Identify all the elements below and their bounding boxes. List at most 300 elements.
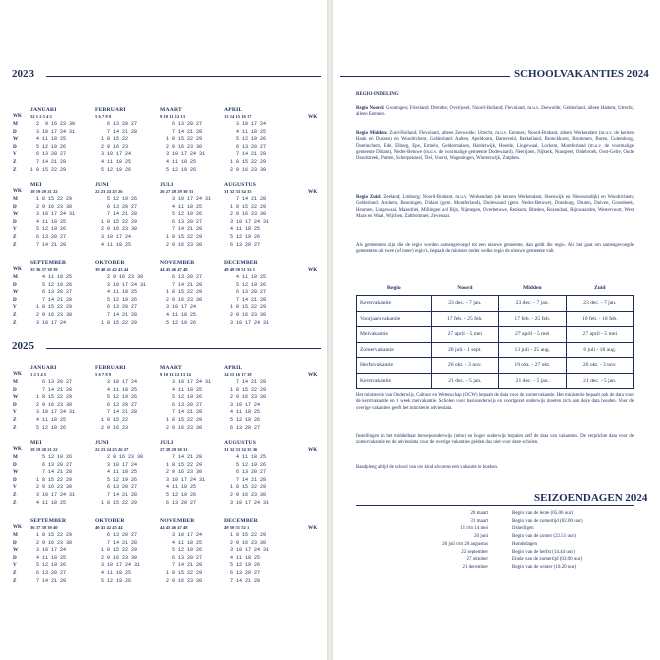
day-label: V bbox=[13, 484, 17, 491]
day-row: 6 13 20 27 bbox=[160, 274, 203, 280]
day-row: 7 14 21 28 bbox=[224, 151, 267, 158]
day-row: 4 11 18 25 bbox=[30, 136, 67, 143]
seizoen-date: 20 maart bbox=[470, 511, 488, 516]
month-januari bbox=[30, 107, 100, 174]
week-numbers: 18 19 20 21 22 bbox=[30, 189, 58, 194]
day-row: 1 8 15 22 29 bbox=[95, 218, 138, 225]
day-labels-left bbox=[13, 447, 23, 507]
seizoen-date: 20 juni bbox=[473, 534, 488, 540]
month-name: SEPTEMBER bbox=[30, 518, 67, 524]
month-name: APRIL bbox=[224, 107, 243, 113]
day-row: 5 12 19 26 bbox=[224, 136, 267, 143]
month-februari bbox=[95, 107, 165, 174]
day-row: 7 14 21 28 bbox=[95, 211, 138, 218]
day-label: D bbox=[13, 203, 17, 210]
regio-heading: REGIO-INDELING bbox=[356, 92, 399, 97]
seizoen-description: Einde van de zomertijd (03.00 uur) bbox=[512, 557, 583, 563]
month-december bbox=[224, 260, 294, 327]
day-row: 7 14 21 28 bbox=[95, 311, 138, 318]
day-row: 1 8 15 22 bbox=[95, 416, 129, 423]
day-row: 5 12 19 26 bbox=[30, 226, 67, 233]
day-row: 6 13 20 27 bbox=[224, 469, 267, 476]
day-row: 7 14 21 28 bbox=[224, 296, 267, 303]
vakantie-name-cell: Voorjaarsvakantie bbox=[357, 311, 432, 327]
regio-noord-paragraph bbox=[356, 106, 634, 119]
day-row: 1 8 15 22 29 bbox=[30, 532, 73, 538]
day-row: 2 9 16 23 30 bbox=[95, 554, 138, 561]
day-labels-left bbox=[13, 189, 23, 249]
month-name: JANUARI bbox=[30, 365, 57, 371]
day-row: 1 8 15 22 29 bbox=[224, 386, 267, 393]
vakantie-date-cell: 23 dec. - 7 jan. bbox=[566, 296, 633, 312]
day-row: 1 8 15 22 29 bbox=[30, 394, 73, 401]
day-row: 4 11 18 25 bbox=[160, 311, 197, 318]
wk-label-right: WK bbox=[308, 372, 318, 378]
day-label: Z bbox=[13, 233, 17, 240]
day-row: 7 14 21 28 bbox=[95, 539, 138, 546]
day-label: Z bbox=[13, 416, 17, 423]
day-row: 5 12 19 26 bbox=[160, 211, 203, 218]
day-row: 4 11 18 25 bbox=[30, 218, 67, 225]
vakantie-name-cell: Zomervakantie bbox=[357, 342, 432, 358]
month-name: OKTOBER bbox=[95, 260, 125, 266]
month-name: NOVEMBER bbox=[160, 518, 195, 524]
day-row: 1 8 15 22 29 bbox=[160, 416, 203, 423]
day-row: 5 12 19 26 bbox=[30, 143, 67, 150]
seizoen-description: IJsheiligen bbox=[512, 526, 534, 532]
vakantie-name-cell: Kerstvakantie bbox=[357, 296, 432, 312]
day-label: D bbox=[13, 296, 17, 303]
week-numbers: 40 41 42 43 44 bbox=[95, 525, 123, 530]
day-row: 6 13 20 27 bbox=[160, 218, 203, 225]
day-row: 7 14 21 28 bbox=[160, 281, 203, 288]
month-name: MEI bbox=[30, 182, 42, 188]
day-row: 1 8 15 22 29 bbox=[95, 547, 138, 554]
month-juli bbox=[160, 182, 230, 249]
month-name: MEI bbox=[30, 440, 42, 446]
month-mei bbox=[30, 440, 100, 507]
vakantie-date-cell: 20 juli - 1 sept. bbox=[431, 342, 498, 358]
day-row: 3 10 17 24 bbox=[95, 151, 132, 158]
day-label: WK bbox=[13, 189, 22, 194]
day-row: 7 14 21 28 bbox=[224, 577, 261, 584]
day-row: 6 13 20 27 bbox=[95, 401, 138, 408]
day-row: 5 12 19 26 bbox=[30, 562, 67, 569]
day-row: 2 9 16 23 30 bbox=[224, 311, 267, 318]
day-row: 6 13 20 27 bbox=[160, 499, 197, 506]
week-numbers: 5 6 7 8 9 bbox=[95, 372, 112, 377]
day-row: 3 10 17 24 bbox=[224, 121, 267, 127]
day-row: 5 12 19 26 bbox=[224, 281, 267, 288]
day-label: V bbox=[13, 562, 17, 569]
wk-label-right: WK bbox=[308, 267, 318, 273]
day-row: 5 12 19 26 bbox=[30, 424, 67, 431]
week-numbers: 22 23 24 25 26 bbox=[95, 189, 123, 194]
day-label: W bbox=[13, 211, 19, 218]
vakantie-date-cell: 17 feb. - 25 feb. bbox=[431, 311, 498, 327]
week-numbers: 14 15 16 17 18 bbox=[224, 372, 252, 377]
month-augustus bbox=[224, 440, 294, 507]
day-label: Z bbox=[13, 166, 17, 173]
day-row: 6 13 20 27 bbox=[160, 121, 203, 127]
day-row: 3 10 17 24 31 bbox=[160, 476, 206, 483]
day-row: 4 11 18 25 bbox=[224, 274, 267, 280]
week-numbers: 22 23 24 25 26 27 bbox=[95, 447, 129, 452]
day-label: D bbox=[13, 143, 17, 150]
week-numbers: 5 6 7 8 9 bbox=[95, 114, 112, 119]
seizoen-date: 11 t/m 14 mei bbox=[460, 526, 488, 532]
day-row: 5 12 19 26 bbox=[224, 233, 261, 240]
day-row: 2 9 16 23 30 bbox=[224, 211, 267, 218]
raadpleeg-paragraph: Raadpleeg altijd de school van uw kind alvorens een vakantie te boeken. bbox=[356, 465, 499, 470]
day-labels-left bbox=[13, 267, 23, 327]
week-numbers: 35 36 37 38 39 bbox=[30, 267, 58, 272]
wk-label-right: WK bbox=[308, 189, 318, 195]
day-row: 5 12 19 26 bbox=[224, 416, 261, 423]
day-row: 1 8 15 22 29 bbox=[95, 499, 138, 506]
day-row: 2 9 16 23 30 bbox=[224, 539, 267, 546]
day-row: 1 8 15 22 29 bbox=[160, 233, 203, 240]
month-oktober bbox=[95, 518, 165, 585]
day-row: 6 13 20 27 bbox=[160, 554, 203, 561]
week-numbers: 9 10 11 12 13 14 bbox=[160, 372, 191, 377]
day-row: 1 8 15 22 29 bbox=[224, 304, 267, 311]
day-label: V bbox=[13, 304, 17, 311]
month-name: NOVEMBER bbox=[160, 260, 195, 266]
day-row: 3 10 17 24 31 bbox=[95, 281, 147, 288]
day-row: 4 11 18 25 bbox=[95, 469, 138, 476]
day-row: 7 14 21 28 bbox=[95, 491, 138, 498]
day-row: 1 8 15 22 29 bbox=[30, 196, 73, 202]
day-row: 1 8 15 22 bbox=[95, 136, 129, 143]
day-labels-left bbox=[13, 114, 23, 174]
table-header-cell: Noord bbox=[431, 281, 498, 296]
day-row: 3 10 17 24 31 bbox=[30, 491, 76, 498]
regio-noord-label: Regio Noord: bbox=[356, 106, 385, 111]
week-numbers: 18 19 20 21 22 bbox=[30, 447, 58, 452]
week-numbers: 48 49 50 51 52 1 bbox=[224, 267, 256, 272]
month-name: AUGUSTUS bbox=[224, 440, 257, 446]
day-row: 4 11 18 25 bbox=[160, 203, 203, 210]
day-label: WK bbox=[13, 447, 22, 452]
month-name: FEBRUARI bbox=[95, 107, 126, 113]
seizoen-description: Begin van de herfst (14.44 uur) bbox=[512, 549, 575, 555]
table-body bbox=[357, 296, 634, 389]
month-juli bbox=[160, 440, 230, 507]
month-februari bbox=[95, 365, 165, 432]
day-labels-left bbox=[13, 525, 23, 585]
day-row: 7 14 21 28 bbox=[30, 241, 67, 248]
day-label: D bbox=[13, 218, 17, 225]
day-label: Z bbox=[13, 491, 17, 498]
day-label: V bbox=[13, 151, 17, 158]
day-label: W bbox=[13, 289, 19, 296]
vakantie-date-cell: 21 dec. - 5 jan. bbox=[431, 373, 498, 389]
day-label: W bbox=[13, 394, 19, 401]
day-row: 5 12 19 26 bbox=[160, 491, 197, 498]
vakantie-date-cell: 10 feb. - 18 feb. bbox=[566, 311, 633, 327]
day-label: WK bbox=[13, 114, 22, 119]
month-december bbox=[224, 518, 294, 585]
title-rule bbox=[340, 76, 510, 77]
day-row: 7 14 21 28 bbox=[30, 577, 67, 584]
day-row: 3 10 17 24 bbox=[30, 319, 67, 326]
day-row: 5 12 19 26 bbox=[160, 394, 203, 401]
day-row: 3 10 17 24 bbox=[224, 401, 261, 408]
day-row: 5 12 19 26 bbox=[95, 196, 138, 202]
day-row: 5 12 19 26 bbox=[95, 394, 138, 401]
day-row: 3 10 17 24 bbox=[30, 547, 67, 554]
day-row: 6 13 20 27 bbox=[95, 304, 138, 311]
schoolvakanties-title: SCHOOLVAKANTIES 2024 bbox=[514, 68, 649, 80]
month-oktober bbox=[95, 260, 165, 327]
day-row: 4 11 18 25 bbox=[30, 499, 67, 506]
day-row: 5 12 19 26 bbox=[30, 281, 73, 288]
day-row: 6 13 20 27 bbox=[30, 233, 67, 240]
year-title-2023: 2023 bbox=[12, 68, 34, 80]
day-row: 5 12 19 26 bbox=[160, 547, 203, 554]
day-row: 3 10 17 24 31 bbox=[224, 218, 270, 225]
day-label: D bbox=[13, 461, 17, 468]
day-row: 6 13 20 27 bbox=[30, 151, 67, 158]
seizoendagen-title: SEIZOENDAGEN 2024 bbox=[534, 492, 648, 504]
day-row: 3 10 17 24 31 bbox=[224, 547, 270, 554]
day-label: M bbox=[13, 196, 18, 202]
day-row: 1 8 15 22 29 bbox=[160, 461, 203, 468]
day-row: 6 13 20 27 bbox=[95, 484, 138, 491]
vakantie-date-cell: 6 juli - 18 aug. bbox=[566, 342, 633, 358]
week-numbers: 44 45 46 47 48 bbox=[160, 525, 188, 530]
regio-midden-paragraph bbox=[356, 131, 634, 162]
day-row: 2 9 16 23 30 bbox=[224, 491, 267, 498]
week-numbers: 36 37 38 39 40 bbox=[30, 525, 58, 530]
day-row: 4 11 18 25 bbox=[224, 554, 261, 561]
day-row: 5 12 19 26 bbox=[224, 562, 261, 569]
day-row: 2 9 16 23 30 bbox=[30, 121, 76, 127]
day-row: 3 10 17 24 31 bbox=[160, 151, 206, 158]
table-row bbox=[357, 327, 634, 343]
day-label: D bbox=[13, 281, 17, 288]
day-label: W bbox=[13, 547, 19, 554]
day-row: 1 8 15 22 29 bbox=[160, 569, 203, 576]
day-row: 3 10 17 24 31 bbox=[160, 196, 212, 202]
day-label: Z bbox=[13, 158, 17, 165]
day-row: 1 8 15 22 29 bbox=[160, 136, 203, 143]
day-row: 6 13 20 27 bbox=[30, 461, 73, 468]
day-label: D bbox=[13, 128, 17, 135]
month-juni bbox=[95, 440, 165, 507]
day-row: 7 14 21 28 bbox=[224, 196, 267, 202]
table-header-cell: Zuid bbox=[566, 281, 633, 296]
day-row: 7 14 21 28 bbox=[30, 469, 73, 476]
vakantie-date-cell: 23 dec. - 7 jan. bbox=[499, 296, 566, 312]
day-row: 6 13 20 27 bbox=[95, 203, 138, 210]
regio-noord-text: Groningen; Friesland; Drenthe; Overijssel; Noord-Holland; Flevoland, m.u.v. Zeewolde; Gelderland, alleen Hattem; Utrecht, alleen Eemnes. bbox=[356, 106, 634, 118]
month-name: DECEMBER bbox=[224, 518, 258, 524]
table-header-cell: Regio bbox=[357, 281, 432, 296]
month-augustus bbox=[224, 182, 294, 249]
week-numbers: 39 40 41 42 43 44 bbox=[95, 267, 129, 272]
day-label: WK bbox=[13, 267, 22, 272]
day-row: 2 9 16 23 30 bbox=[30, 484, 73, 491]
vakantie-name-cell: Kerstvakantie bbox=[357, 373, 432, 389]
month-september bbox=[30, 260, 100, 327]
day-row: 6 13 20 27 bbox=[95, 532, 138, 538]
day-row: 3 10 17 24 bbox=[95, 379, 138, 385]
instellingen-paragraph: Instellingen in het middelbaar beroepsonderwijs (mbo) en hoger onderwijs bepalen zelf de data van vakanties. De verplichte data voor de zomervakantie en de adviesdata voor de overige vakanties gelden dus niet voor deze scholen. bbox=[356, 434, 634, 446]
vakantie-name-cell: Meivakantie bbox=[357, 327, 432, 343]
day-row: 3 10 17 24 31 bbox=[30, 211, 76, 218]
vakantie-date-cell: 26 okt. - 3 nov. bbox=[431, 358, 498, 374]
vakantie-date-cell: 23 dec. - 7 jan. bbox=[431, 296, 498, 312]
vakantie-date-cell: 19 okt. - 27 okt. bbox=[499, 358, 566, 374]
day-row: 4 11 18 25 bbox=[224, 454, 267, 460]
table-header-row bbox=[357, 281, 634, 296]
day-row: 3 10 17 24 bbox=[95, 461, 138, 468]
day-row: 3 10 17 24 31 bbox=[160, 379, 212, 385]
table-row bbox=[357, 342, 634, 358]
month-name: JULI bbox=[160, 182, 174, 188]
week-numbers: 31 32 33 34 35 36 bbox=[224, 447, 258, 452]
week-numbers: 1 2 3 4 5 bbox=[30, 372, 47, 377]
day-row: 4 11 18 25 bbox=[30, 554, 67, 561]
week-numbers: 9 10 11 12 13 bbox=[160, 114, 186, 119]
month-name: SEPTEMBER bbox=[30, 260, 67, 266]
seizoen-description: Begin van de winter (10.20 uur) bbox=[512, 564, 577, 570]
day-row: 2 9 16 23 30 bbox=[30, 539, 73, 546]
day-row: 5 12 19 26 bbox=[95, 476, 138, 483]
month-september bbox=[30, 518, 100, 585]
day-label: Z bbox=[13, 319, 17, 326]
day-label: W bbox=[13, 469, 19, 476]
day-row: 4 11 18 25 bbox=[160, 484, 197, 491]
day-row: 5 12 19 26 bbox=[160, 166, 197, 173]
day-label: Z bbox=[13, 569, 17, 576]
vakantie-date-cell: 27 april - 5 mei bbox=[431, 327, 498, 343]
day-row: 7 14 21 28 bbox=[30, 158, 67, 165]
regio-midden-text: Zuid-Holland; Flevoland, alleen Zeewolde; Utrecht, m.u.v. Eemnes; Noord-Brabant, alleen Werkendam (m.u.v. de kernen Hank en Dussen) en Woudrichem; Gelderland: Aalten, Apeldoorn, Barneveld, Berkelland, Bronckhorst, Brummen, Buren, Culemborg, Doetinchem, Ede, Elburg, Epe, Ermelo, Geldermalsen, Harderwijk, Heerde, Lingewaal, Lochem, Montferland (m.u.v. de voormalige gemeente Didam), Neder-Betuwe (m.u.v. de voormalige gemeente Dodewaard), Neerijnen, Nijkerk, Nunspeet, Oldebroek, Oost-Gelre, Oude IJsselstreek, Putten, Scherpenzeel, Tiel, Voorst, Wageningen, Winterswijk, Zutphen. bbox=[356, 131, 634, 162]
week-numbers: 52 1 2 3 4 5 bbox=[30, 114, 52, 119]
table-row bbox=[357, 358, 634, 374]
day-row: 6 13 20 27 bbox=[224, 569, 261, 576]
day-row: 2 9 16 23 30 bbox=[160, 296, 203, 303]
seizoen-date: 20 juli t/m 20 augustus bbox=[442, 541, 488, 547]
vakantie-name-cell: Herfstvakantie bbox=[357, 358, 432, 374]
month-mei bbox=[30, 182, 100, 249]
day-row: 6 13 20 27 bbox=[224, 241, 261, 248]
day-row: 4 11 18 25 bbox=[95, 386, 138, 393]
day-row: 2 9 16 23 30 bbox=[160, 424, 203, 431]
day-row: 2 9 16 23 30 bbox=[160, 577, 203, 584]
day-row: 2 9 16 23 30 bbox=[224, 166, 267, 173]
day-row: 4 11 18 25 bbox=[224, 409, 261, 416]
day-row: 2 9 16 23 30 bbox=[30, 203, 73, 210]
regio-midden-label: Regio Midden: bbox=[356, 131, 388, 136]
day-label: D bbox=[13, 539, 17, 546]
month-januari bbox=[30, 365, 100, 432]
day-row: 6 13 20 27 bbox=[224, 424, 261, 431]
vakantie-date-cell: 13 juli - 25 aug. bbox=[499, 342, 566, 358]
day-row: 4 11 18 25 bbox=[160, 158, 197, 165]
day-row: 2 9 16 23 bbox=[95, 143, 129, 150]
vakantie-table bbox=[356, 281, 634, 389]
month-april bbox=[224, 107, 294, 174]
day-row: 7 14 21 28 bbox=[95, 409, 138, 416]
day-row: 2 9 16 23 30 bbox=[160, 143, 203, 150]
day-row: 7 14 21 28 bbox=[30, 296, 73, 303]
day-row: 3 10 17 24 31 bbox=[30, 128, 76, 135]
day-row: 1 8 15 22 29 bbox=[30, 304, 73, 311]
table-row bbox=[357, 311, 634, 327]
day-label: V bbox=[13, 409, 17, 416]
month-juni bbox=[95, 182, 165, 249]
day-row: 3 10 17 24 bbox=[160, 532, 203, 538]
month-name: OKTOBER bbox=[95, 518, 125, 524]
seizoen-description: Begin van de zomer (22.51 uur) bbox=[512, 534, 576, 540]
year-rule-2025 bbox=[46, 348, 321, 349]
seizoendagen-rule bbox=[356, 505, 634, 506]
day-row: 4 11 18 25 bbox=[160, 539, 203, 546]
day-row: 3 10 17 24 bbox=[160, 304, 197, 311]
day-row: 6 13 20 27 bbox=[30, 289, 73, 296]
seizoen-description: Hondsdagen bbox=[512, 541, 537, 547]
week-numbers: 44 45 46 47 48 bbox=[160, 267, 188, 272]
day-row: 1 8 15 22 29 bbox=[160, 289, 203, 296]
seizoen-description: Begin van de zomertijd (02.00 uur) bbox=[512, 518, 583, 524]
regio-zuid-text: Zeeland; Limburg; Noord-Brabant, m.u.v. Werkendam (de kernen Werkendam, Sleeuwijk en Nieuwendijk) en Woudrichem; Gelderland: Arnhem, Beuningen, Didam (gem. Montferland), Dodewaard (gem. Neder-Betuwe), Doesburg, Druten, Duiven, Groesbeek, Heumen, Lingewaal, Maasdriel, Millingen a/d Rijn, Nijmegen, Overbetuwe, Renkum, Rheden, Rozendaal, Rijnwaarden, Westervoort, West Maas en Waal, Wijchen, Zaltbommel, Zevenaar. bbox=[356, 195, 634, 219]
day-row: 7 14 21 28 bbox=[160, 226, 203, 233]
day-row: 2 9 16 23 30 bbox=[95, 226, 138, 233]
day-row: 6 13 20 27 bbox=[95, 121, 138, 127]
month-maart bbox=[160, 365, 230, 432]
day-label: D bbox=[13, 554, 17, 561]
day-row: 2 9 16 23 30 bbox=[30, 401, 73, 408]
day-label: D bbox=[13, 401, 17, 408]
day-label: Z bbox=[13, 241, 17, 248]
day-label: M bbox=[13, 274, 18, 280]
month-name: JANUARI bbox=[30, 107, 57, 113]
ministerie-paragraph: Het ministerie van Onderwijs, Cultuur en Wetenschap (OCW) bepaalt de data voor de zomervakantie. Het ministerie bepaalt ook de data voor de kerstvakantie en 1 week meivakantie. Scholen voor basisonderwijs en voortgezet onderwijs moeten zich aan deze data houden. Voor de overige vakanties geeft het ministerie adviesdata. bbox=[356, 393, 634, 411]
day-row: 2 9 16 23 30 bbox=[30, 311, 73, 318]
day-row: 7 14 21 28 bbox=[224, 379, 267, 385]
day-row: 5 12 19 26 bbox=[224, 461, 267, 468]
vakantie-date-cell: 26 okt. - 3 nov. bbox=[566, 358, 633, 374]
day-label: M bbox=[13, 121, 18, 127]
day-row: 1 8 15 22 29 bbox=[224, 484, 267, 491]
day-row: 6 13 20 27 bbox=[224, 289, 267, 296]
week-numbers: 27 28 29 30 31 bbox=[160, 447, 188, 452]
day-row: 3 10 17 24 31 bbox=[95, 562, 141, 569]
day-row: 2 9 16 23 30 bbox=[224, 394, 267, 401]
day-row: 4 11 18 25 bbox=[30, 274, 73, 280]
vakantie-date-cell: 21 dec. - 5 jan. bbox=[566, 373, 633, 389]
vakantie-date-cell: 21 dec. - 5 jan. bbox=[499, 373, 566, 389]
day-label: Z bbox=[13, 499, 17, 506]
day-row: 3 10 17 24 31 bbox=[224, 319, 270, 326]
table-row bbox=[357, 296, 634, 312]
day-row: 7 14 21 28 bbox=[95, 128, 138, 135]
day-label: WK bbox=[13, 525, 22, 530]
day-label: Z bbox=[13, 577, 17, 584]
seizoen-date: 27 oktober bbox=[466, 557, 488, 563]
day-row: 6 13 20 27 bbox=[30, 569, 67, 576]
month-maart bbox=[160, 107, 230, 174]
day-labels-left bbox=[13, 372, 23, 432]
year-title-2025: 2025 bbox=[12, 340, 34, 352]
gemeenten-paragraph: Als gemeenten zijn die de regio worden samengevoegd tot een nieuwe gemeente, dan geldt die regio. Als het gaat om samengevoegde gemeenten uit twee (of meer) regio's, bepaalt de minister onder welke regio de nieuwe gemeente valt. bbox=[356, 243, 634, 255]
day-row: 7 14 21 28 bbox=[30, 386, 73, 393]
vakantie-date-cell: 27 april - 5 mei bbox=[499, 327, 566, 343]
